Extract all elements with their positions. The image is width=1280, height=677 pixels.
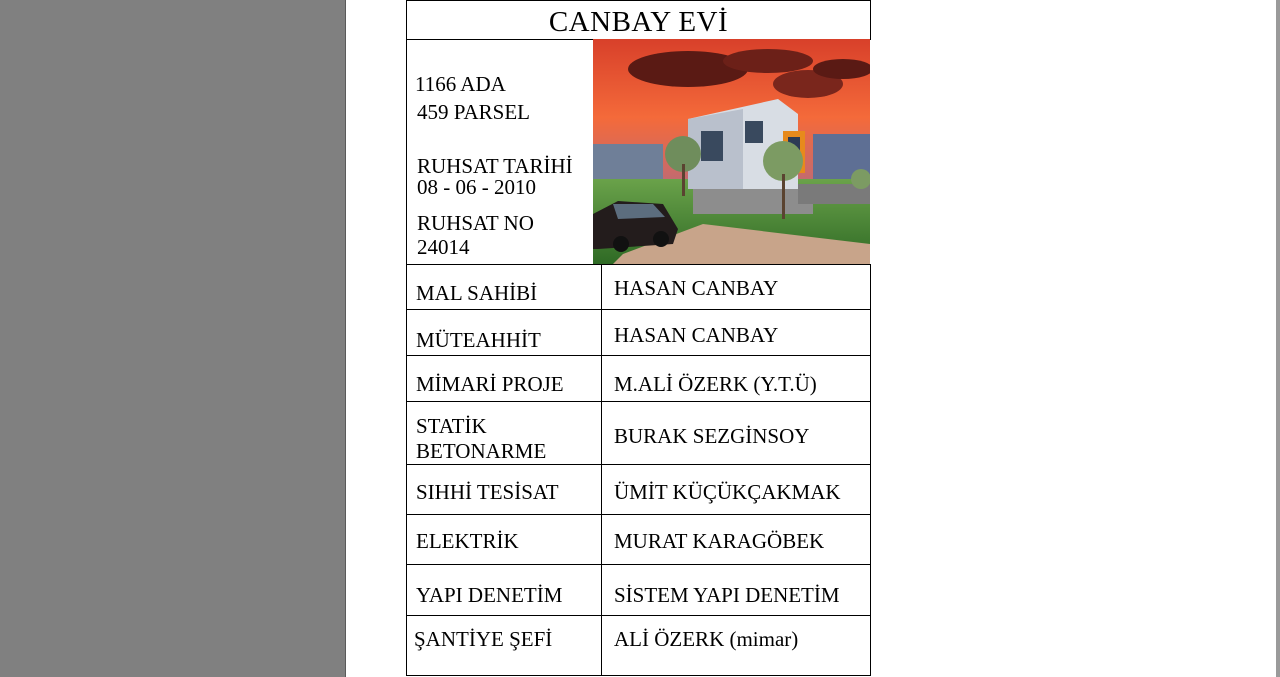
table-row-contractor	[406, 310, 871, 356]
structural-label-line2: BETONARME	[416, 439, 547, 463]
document-title: CANBAY EVİ	[406, 0, 871, 40]
owner-label: MAL SAHİBİ	[416, 281, 538, 305]
table-row-site-chief	[406, 616, 871, 676]
site-chief-label: ŞANTİYE ŞEFİ	[414, 627, 553, 651]
table-row-plumbing	[406, 465, 871, 515]
table-row-owner	[406, 264, 871, 310]
document-page	[406, 0, 871, 677]
ada-text: 1166 ADA	[415, 72, 506, 96]
electrical-label: ELEKTRİK	[416, 529, 519, 553]
site-chief-value: ALİ ÖZERK (mimar)	[614, 627, 799, 651]
owner-value: HASAN CANBAY	[614, 276, 779, 300]
permit-no-value: 24014	[417, 235, 470, 259]
permit-date-value: 08 - 06 - 2010	[417, 175, 536, 199]
panel-divider	[345, 0, 346, 677]
inspection-label: YAPI DENETİM	[416, 583, 563, 607]
table-row-building-inspection	[406, 565, 871, 616]
permit-date-label: RUHSAT TARİHİ	[417, 154, 573, 178]
left-gray-panel	[0, 0, 345, 677]
contractor-label: MÜTEAHHİT	[416, 328, 541, 352]
house-rendering-image	[593, 39, 870, 265]
parcel-info-cell	[406, 39, 594, 265]
architect-label: MİMARİ PROJE	[416, 372, 564, 396]
table-row-structural	[406, 402, 871, 465]
plumbing-label: SIHHİ TESİSAT	[416, 480, 559, 504]
parsel-text: 459 PARSEL	[417, 100, 531, 124]
contractor-value: HASAN CANBAY	[614, 323, 779, 347]
vertical-scrollbar[interactable]	[1276, 0, 1280, 677]
table-row-architectural-project	[406, 356, 871, 402]
structural-value: BURAK SEZGİNSOY	[614, 424, 810, 448]
plumbing-value: ÜMİT KÜÇÜKÇAKMAK	[614, 480, 841, 504]
electrical-value: MURAT KARAGÖBEK	[614, 529, 825, 553]
inspection-value: SİSTEM YAPI DENETİM	[614, 583, 840, 607]
permit-no-label: RUHSAT NO	[417, 211, 534, 235]
architect-value: M.ALİ ÖZERK (Y.T.Ü)	[614, 372, 817, 396]
table-row-electrical	[406, 515, 871, 565]
structural-label-line1: STATİK	[416, 414, 487, 438]
